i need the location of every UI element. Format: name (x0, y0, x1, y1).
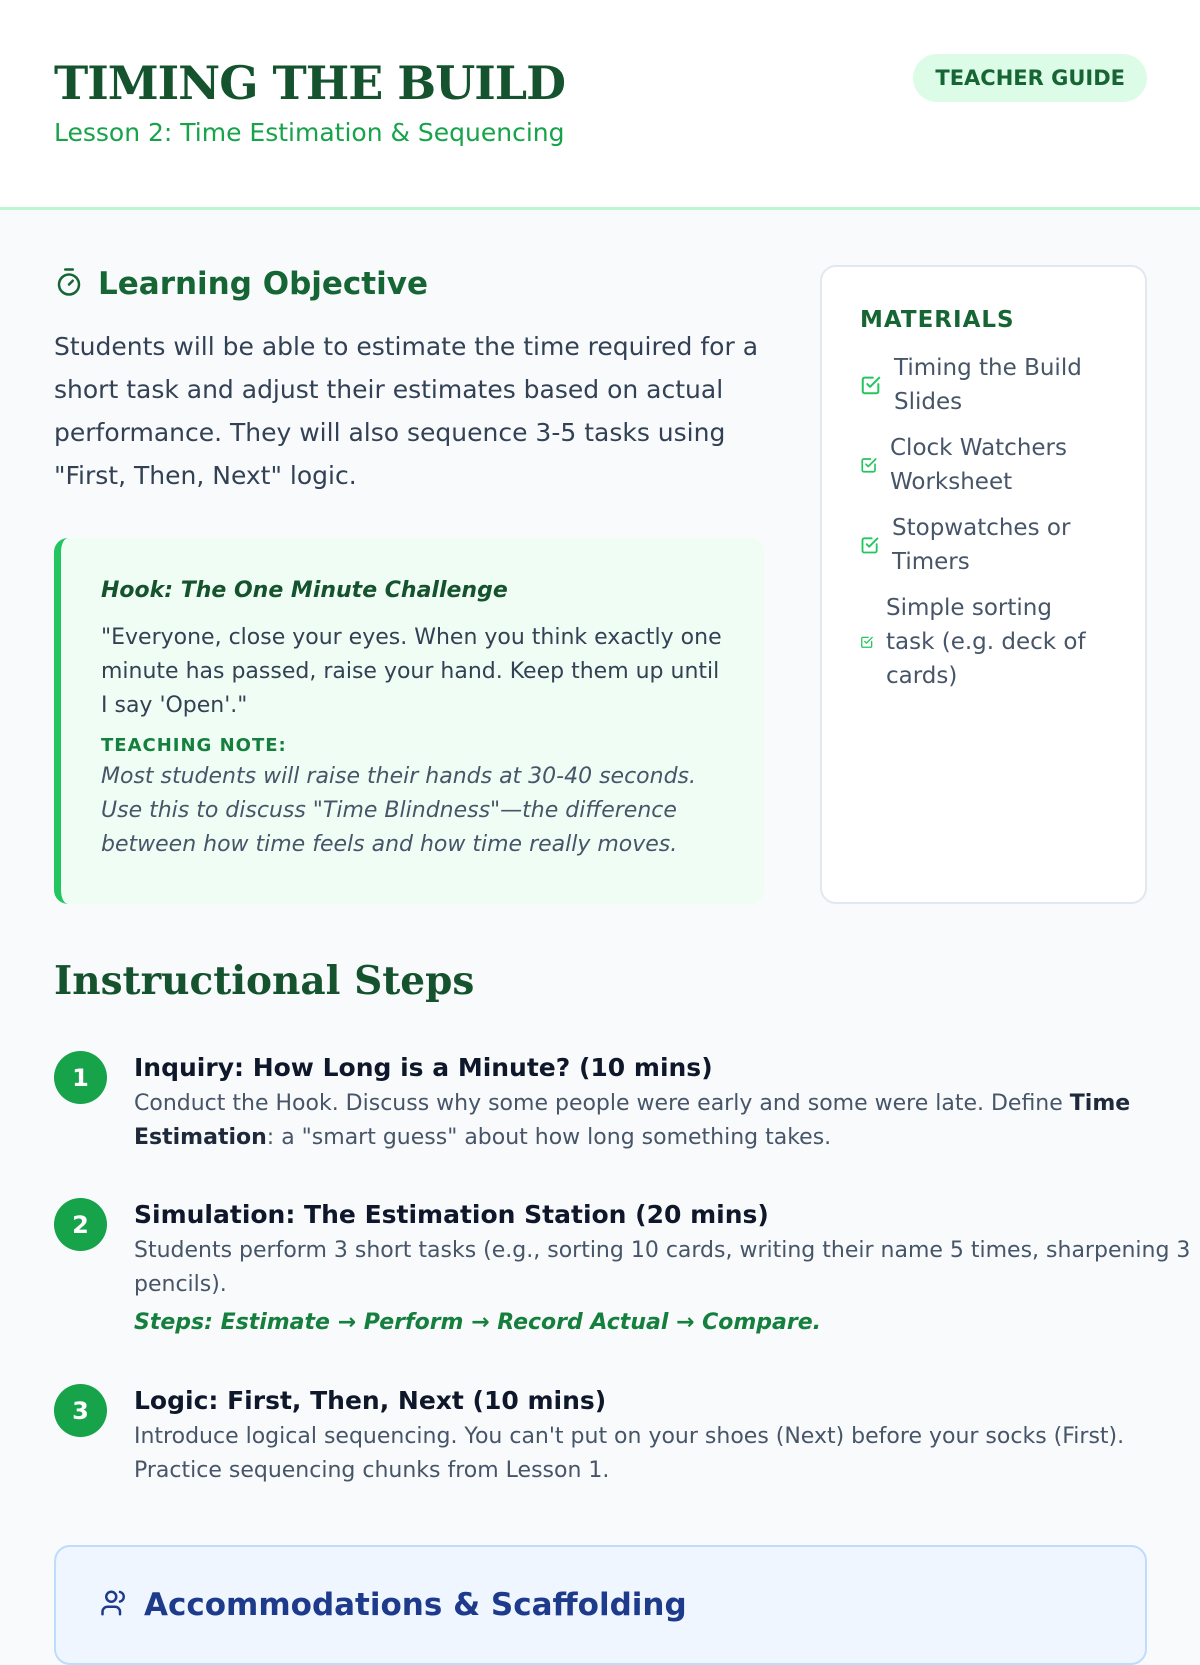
stopwatch-icon (54, 267, 84, 301)
materials-card (820, 265, 1147, 904)
step-title: Simulation: The Estimation Station (20 mins) (134, 1200, 769, 1229)
check-square-icon (860, 635, 874, 649)
accommodations-title: Accommodations & Scaffolding (144, 1587, 687, 1623)
step-text: Students perform 3 short tasks (e.g., sorting 10 cards, writing their name 5 times, sharpening 3 pencils). (134, 1238, 1191, 1297)
material-label: Clock Watchers Worksheet (890, 435, 1067, 495)
page-subtitle: Lesson 2: Time Estimation & Sequencing (54, 118, 565, 147)
step-text: Conduct the Hook. Discuss why some people were early and some were late. Define Time Estimation: a "smart guess" about how long something takes. (134, 1091, 1131, 1150)
steps-heading: Instructional Steps (54, 958, 475, 1004)
material-label: Timing the Build Slides (894, 355, 1082, 415)
list-item (860, 431, 1107, 499)
teacher-guide-badge: TEACHER GUIDE (913, 54, 1147, 102)
check-square-icon (860, 374, 882, 396)
step-title: Inquiry: How Long is a Minute? (10 mins) (134, 1053, 713, 1082)
teaching-note-label: TEACHING NOTE: (101, 735, 287, 756)
check-square-icon (860, 535, 880, 555)
people-icon (100, 1588, 130, 1622)
objective-text: Students will be able to estimate the time required for a short task and adjust their estimates based on actual performance. They will also sequence 3-5 tasks using "First, Then, Next" logic. (54, 332, 759, 490)
page-title: TIMING THE BUILD (54, 56, 566, 110)
step-number-badge: 2 (54, 1198, 107, 1251)
teaching-note-text: Most students will raise their hands at 30-40 seconds. Use this to discuss "Time Blindness"—the difference between how time feels and how time really moves. (101, 764, 697, 857)
page-header (0, 0, 1200, 210)
list-item (860, 511, 1107, 579)
check-square-icon (860, 456, 878, 474)
step-title: Logic: First, Then, Next (10 mins) (134, 1386, 607, 1415)
step-number-badge: 3 (54, 1384, 107, 1437)
step-flow: Steps: Estimate → Perform → Record Actual → Compare. (134, 1310, 822, 1335)
step-number-badge: 1 (54, 1051, 107, 1104)
list-item (860, 591, 1107, 693)
material-label: Simple sorting task (e.g. deck of cards) (886, 595, 1086, 689)
step-text: Introduce logical sequencing. You can't put on your shoes (Next) before your socks (First). Practice sequencing chunks from Lesson 1. (134, 1424, 1125, 1483)
hook-quote: "Everyone, close your eyes. When you think exactly one minute has passed, raise your hand. Keep them up until I say 'Open'." (101, 625, 722, 718)
term-highlight: Time Estimation (134, 1091, 1131, 1150)
hook-callout (54, 538, 764, 904)
hook-title: Hook: The One Minute Challenge (101, 578, 508, 603)
material-label: Stopwatches or Timers (892, 515, 1071, 575)
objective-heading (54, 266, 428, 302)
accommodations-card (54, 1545, 1147, 1665)
materials-title: MATERIALS (860, 307, 1015, 333)
objective-title: Learning Objective (98, 266, 428, 302)
list-item (860, 351, 1107, 419)
materials-list (860, 351, 1107, 693)
